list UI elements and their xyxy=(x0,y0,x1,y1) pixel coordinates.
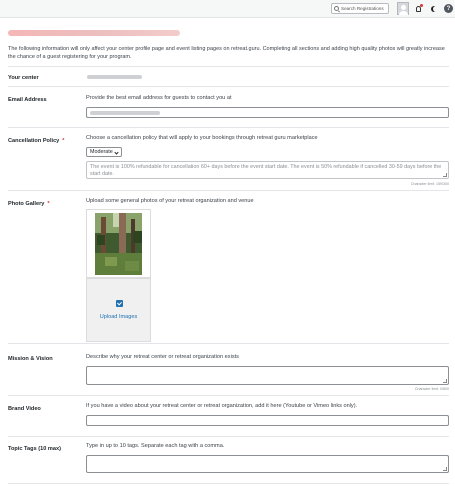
your-center-label: Your center xyxy=(8,75,39,81)
required-mark: * xyxy=(62,138,65,144)
brand-video-row xyxy=(8,395,449,436)
mission-char-counter: Character limit: 0/800 xyxy=(414,387,449,391)
resize-handle-icon[interactable] xyxy=(443,173,447,177)
photo-gallery-label-text: Photo Gallery xyxy=(8,201,45,207)
topic-tags-textarea[interactable] xyxy=(86,455,449,473)
mission-label: Mission & Vision xyxy=(8,356,53,362)
avatar[interactable] xyxy=(397,2,409,15)
cancellation-description: Choose a cancellation policy that will apply to your bookings through retreat guru marketplace xyxy=(86,135,318,141)
email-label: Email Address xyxy=(8,97,47,103)
email-description: Provide the best email address for guests to contact you at xyxy=(86,95,232,101)
upload-images-button[interactable] xyxy=(86,278,151,342)
upload-icon xyxy=(116,300,123,307)
intro-text: The following information will only affect your center profile page and event listing pages on retreat.guru. Completing all sections and adding high quality photos will greatly increase the chance of a guest registering for your program. xyxy=(8,46,445,60)
mission-textarea[interactable] xyxy=(86,366,449,385)
top-admin-bar xyxy=(0,0,455,18)
email-row xyxy=(8,86,449,127)
photo-gallery-row xyxy=(8,190,449,343)
email-field[interactable] xyxy=(86,107,449,118)
email-value-redacted xyxy=(90,111,160,115)
topic-tags-row xyxy=(8,436,449,484)
search-registrations-button[interactable] xyxy=(331,3,389,14)
mission-description: Describe why your retreat center or retreat organization exists xyxy=(86,354,239,360)
cancellation-policy-value: Moderate xyxy=(90,149,113,155)
cancellation-policy-select[interactable] xyxy=(86,147,122,157)
cancellation-policy-textarea[interactable] xyxy=(86,161,449,179)
topic-tags-description: Type in up to 10 tags. Separate each tag with a comma. xyxy=(86,443,225,449)
chevron-down-icon xyxy=(114,150,118,154)
help-icon[interactable]: ? xyxy=(444,4,453,13)
mission-row xyxy=(8,343,449,395)
search-label: Search Registrations xyxy=(341,6,384,11)
cancellation-char-counter: Character limit: 159/300 xyxy=(410,182,449,186)
brand-video-description: If you have a video about your retreat center or retreat organization, add it here (Youtube or Vimeo links only). xyxy=(86,403,358,409)
resize-handle-icon[interactable] xyxy=(443,467,447,471)
divider xyxy=(8,483,449,484)
cancellation-row xyxy=(8,127,449,188)
search-icon xyxy=(334,6,339,11)
topic-tags-label: Topic Tags (10 max) xyxy=(8,446,61,452)
cancellation-label-text: Cancellation Policy xyxy=(8,138,60,144)
cancellation-policy-text: The event is 100% refundable for cancellation 60+ days before the event start date. The event is 50% refundable if cancelled 30-59 days before the start date. xyxy=(90,164,442,177)
upload-images-label: Upload Images xyxy=(99,314,138,320)
photo-gallery-label xyxy=(8,201,50,207)
center-name-redacted xyxy=(87,75,142,79)
required-mark: * xyxy=(47,201,50,207)
page-title-redacted xyxy=(8,30,180,36)
moon-icon[interactable] xyxy=(429,4,438,13)
cancellation-label xyxy=(8,138,64,144)
forest-photo xyxy=(95,213,142,275)
brand-video-label: Brand Video xyxy=(8,406,41,412)
photo-gallery-description: Upload some general photos of your retreat organization and venue xyxy=(86,198,254,204)
brand-video-field[interactable] xyxy=(86,415,449,426)
your-center-row xyxy=(8,66,449,86)
resize-handle-icon[interactable] xyxy=(443,379,447,383)
bell-icon[interactable] xyxy=(414,4,423,13)
gallery-photo-thumbnail[interactable] xyxy=(86,209,151,278)
